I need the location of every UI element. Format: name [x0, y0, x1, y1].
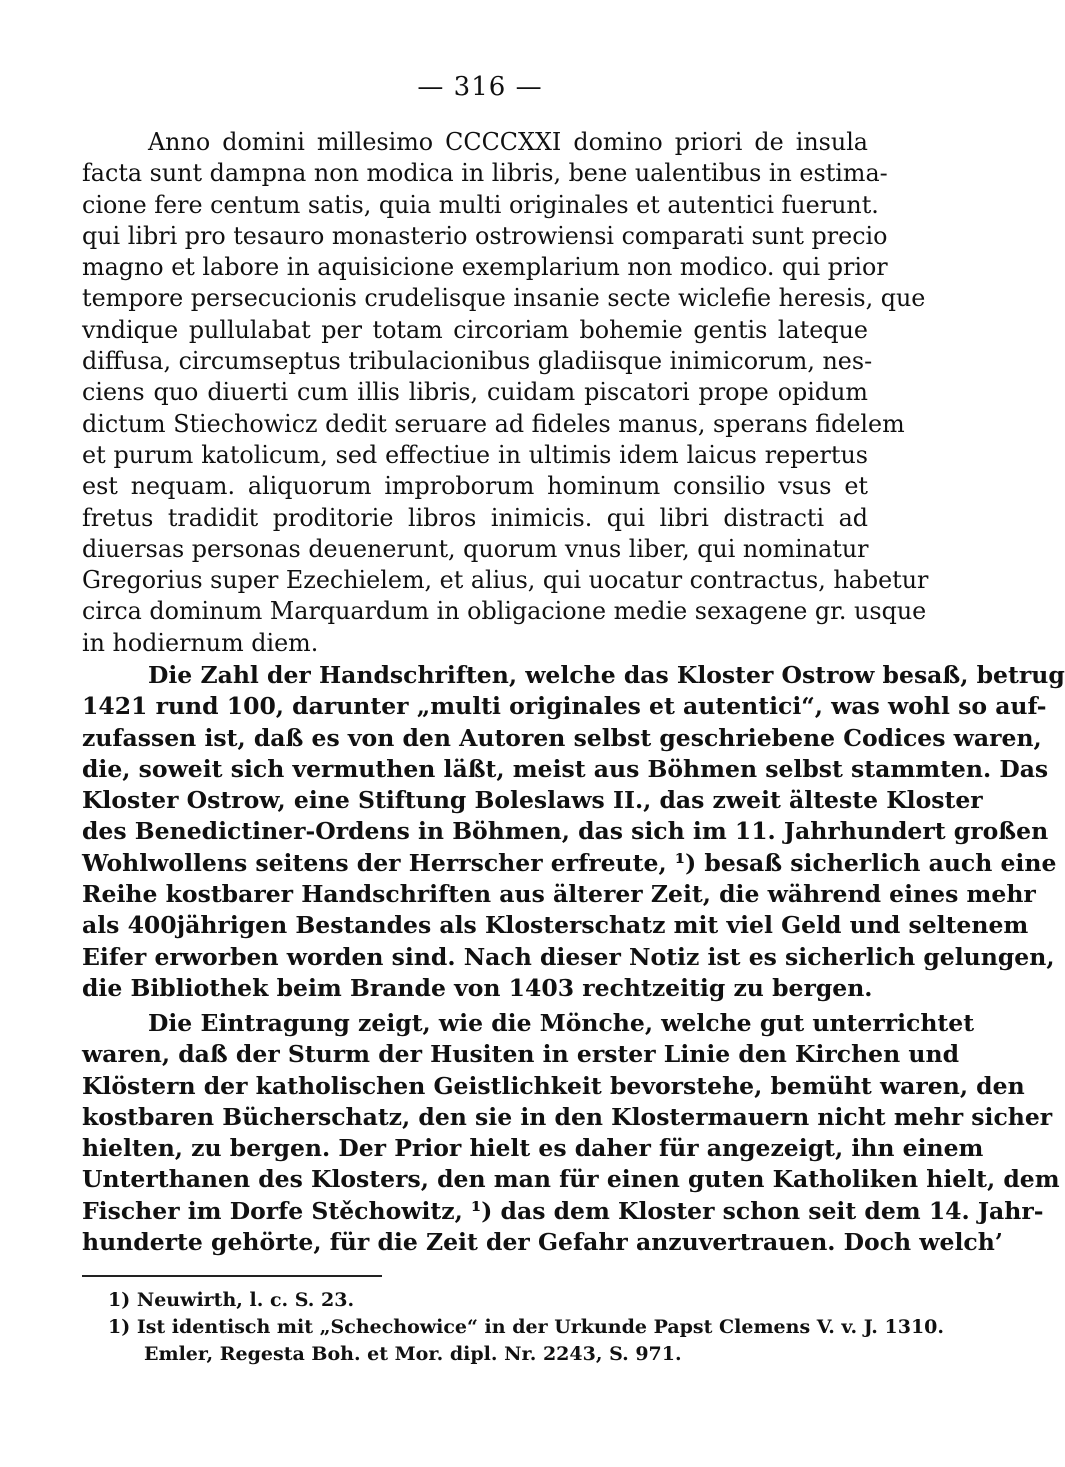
text-line: fretus tradidit proditorie libros inimicis. qui libri distracti ad [82, 503, 868, 532]
text-line: Klöstern der katholischen Geistlichkeit bevorstehe, bemüht waren, den [82, 1071, 1025, 1100]
text-line: zufassen ist, daß es von den Autoren selbst geschriebene Codices waren, [82, 723, 1042, 752]
footnotes [108, 1287, 945, 1368]
text-line: Unterthanen des Klosters, den man für einen guten Katholiken hielt, dem [82, 1165, 1060, 1194]
text-line: Wohlwollens seitens der Herrscher erfreute, ¹) besaß sicherlich auch eine [82, 848, 1057, 877]
text-line: magno et labore in aquisicione exemplarium non modico. qui prior [82, 253, 888, 282]
text-line: qui libri pro tesauro monasterio ostrowiensi comparati sunt precio [82, 221, 888, 250]
text-line: Gregorius super Ezechielem, et alius, qui uocatur contractus, habetur [82, 566, 929, 595]
text-line: als 400jährigen Bestandes als Klosterschatz mit viel Geld und seltenem [82, 911, 1029, 940]
footnote: 1) Ist identisch mit „Schechowice“ in der Urkunde Papst Clemens V. v. J. 1310. [108, 1316, 945, 1338]
text-line: facta sunt dampna non modica in libris, bene ualentibus in estima- [82, 159, 888, 188]
page-number: — 316 — [417, 72, 543, 102]
text-line: Anno domini millesimo CCCCXXI domino priori de insula [148, 128, 868, 156]
text-line: Reihe kostbarer Handschriften aus älterer Zeit, die während eines mehr [82, 880, 1036, 909]
text-line: vndique pullulabat per totam circoriam bohemie gentis lateque [82, 315, 868, 344]
footnote: Emler, Regesta Boh. et Mor. dipl. Nr. 2243, S. 971. [144, 1343, 682, 1365]
text-line: 1421 rund 100, darunter „multi originales et autentici“, was wohl so auf- [82, 692, 1047, 721]
text-line: circa dominum Marquardum in obligacione medie sexagene gr. usque [82, 597, 927, 626]
text-line: hunderte gehörte, für die Zeit der Gefahr anzuvertrauen. Doch welch’ [82, 1228, 1003, 1257]
text-line: die, soweit sich vermuthen läßt, meist aus Böhmen selbst stammten. Das [82, 754, 1049, 783]
text-line: in hodiernum diem. [82, 628, 319, 657]
latin-paragraph [82, 127, 929, 659]
text-line: ciens quo diuerti cum illis libris, cuidam piscatori prope opidum [82, 378, 868, 407]
text-line: Fischer im Dorfe Stěchowitz, ¹) das dem Kloster schon seit dem 14. Jahr- [82, 1196, 1044, 1225]
text-line: Die Eintragung zeigt, wie die Mönche, welche gut unterrichtet [148, 1009, 975, 1037]
text-line: est nequam. aliquorum improborum hominum consilio vsus et [82, 472, 868, 501]
text-line: Die Zahl der Handschriften, welche das Kloster Ostrow besaß, betrug [148, 661, 1065, 689]
text-line: Eifer erworben worden sind. Nach dieser Notiz ist es sicherlich gelungen, [82, 942, 1055, 971]
text-line: hielten, zu bergen. Der Prior hielt es daher für angezeigt, ihn einem [82, 1134, 984, 1163]
german-paragraph-2 [82, 1008, 1060, 1258]
text-line: Kloster Ostrow, eine Stiftung Boleslaws II., das zweit älteste Kloster [82, 786, 983, 815]
text-line: dictum Stiechowicz dedit seruare ad fideles manus, sperans fidelem [82, 409, 905, 438]
text-line: et purum katolicum, sed effectiue in ultimis idem laicus repertus [82, 440, 868, 469]
text-line: diuersas personas deuenerunt, quorum vnus liber, qui nominatur [82, 534, 869, 563]
text-line: diffusa, circumseptus tribulacionibus gladiisque inimicorum, nes- [82, 347, 873, 376]
text-line: die Bibliothek beim Brande von 1403 rechtzeitig zu bergen. [82, 973, 873, 1002]
footnote: 1) Neuwirth, l. c. S. 23. [108, 1289, 355, 1311]
german-paragraph-1 [82, 660, 1065, 1004]
text-line: waren, daß der Sturm der Husiten in erster Linie den Kirchen und [82, 1040, 960, 1069]
text-line: kostbaren Bücherschatz, den sie in den Klostermauern nicht mehr sicher [82, 1102, 1053, 1131]
text-line: cione fere centum satis, quia multi originales et autentici fuerunt. [82, 190, 879, 219]
text-line: des Benedictiner-Ordens in Böhmen, das sich im 11. Jahrhundert großen [82, 817, 1049, 846]
text-line: tempore persecucionis crudelisque insanie secte wiclefie heresis, que [82, 284, 926, 313]
footnote-divider [82, 1275, 382, 1277]
